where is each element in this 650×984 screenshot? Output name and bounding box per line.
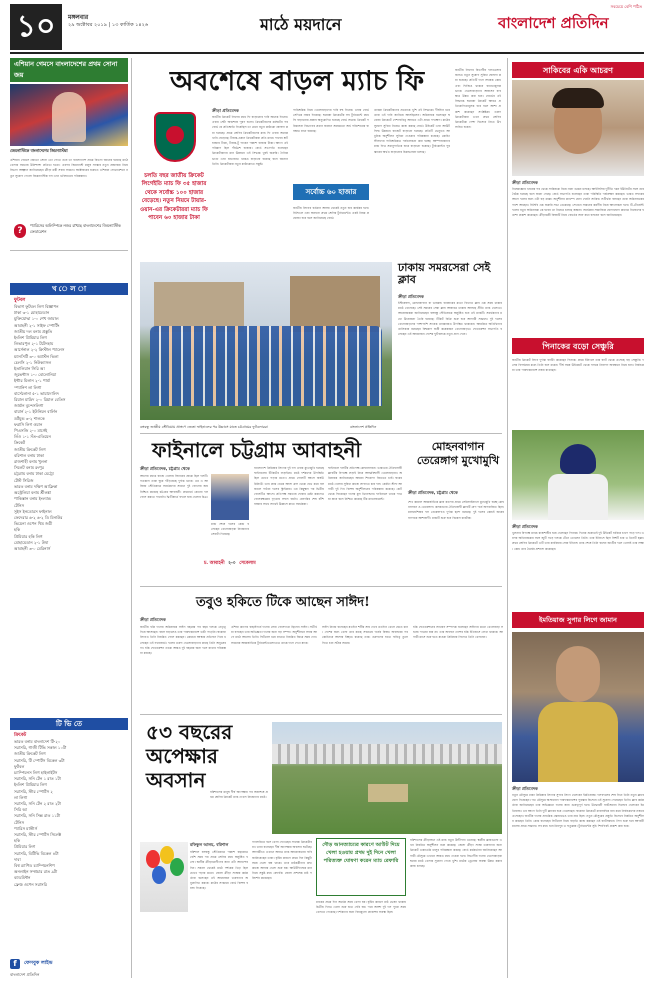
- pinak-headline: পিনাকের বড়ো সেঞ্চুরি: [512, 338, 644, 354]
- mohun-headline: মোহনবাগান তেরেঙ্গাগ মুখোমুখি: [416, 440, 500, 467]
- sidebar-divider: [131, 58, 132, 978]
- imtiaz-shirt: [538, 702, 618, 782]
- club-team-photo: [140, 262, 392, 420]
- shakib-reporter: ক্রীড়া প্রতিবেদক: [512, 180, 538, 185]
- main-body-col-1: জাতীয় ক্রিকেট লিগের ম্যাচ ফি বাড়ানোর দাবি অনেক দিনের। এবার সেটা অবশেষে পূরণ হলো। ক্রিকেটারদের ধর্মঘটের পর বোর্ড যে প্রতিশ্রুতি দিয়েছিল তা মেনে নতুন কাঠামো ঘোষণা করা হয়েছে। প্রথম শ্রেণির ক্রিকেটারদের ম্যাচ ফি এবার অনেকখানি বেড়েছে। টায়ার-ওয়ান ক্রিকেটাররা প্রতি ম্যাচে পাবেন ষাট হাজার টাকা, টায়ার-টু পাবেন পঞ্চাশ হাজার টাকা। আগে এই পরিমাণ ছিল পঁয়ত্রিশ হাজার। বোর্ড সভাপতি বলেছেন ক্রিকেটারদের মান উন্নয়নে এই সিদ্ধান্ত খুবই জরুরি। দৈনিক ভাতা এবং যাতায়াত খরচও বাড়ানো হয়েছে বলে জানান তিনি। ক্রিকেটাররা নতুন কাঠামোতে সন্তুষ্ট।: [212, 115, 288, 166]
- left-sidebar: [10, 58, 128, 978]
- pitch-strip: [368, 784, 408, 802]
- fixtures-list: বিভাগ ফুটবল লিগ বিজ্ঞাপন ঢাকা ৩-১ মোহামেডান মুক্তিযোদ্ধা ১-০ শেখ জামাল আবাহনী ২-১ সাইফ স্পোর্টিং জাতীয় দল বনাম প্রস্তুতি ইংলিশ প্রিমিয়ার লিগ লিভারপুল ২-১ টটেনহাম আর্সেনাল ২-২ ক্রিস্টাল প্যালেস ম্যানসিটি ৩-০ অ্যাস্টন ভিলা চেলসি ২-১ নিউক্যাসল ইতালিয়ান সিরি আ জুভেন্টাস ১-০ বোলোনিয়া ইন্টার মিলান ২-১ পার্মা স্প্যানিশ লা লিগা বার্সেলোনা ৫-১ ভায়াদোলিদ রিয়াল মাদ্রিদ ২-০ রিয়াল বেতিস জার্মান বুন্দেসলিগা বায়ার্ন ২-১ ইউনিয়ন বার্লিন ডর্টমুন্ড ৩-২ শালকে ফরাসি লিগ ওয়ান পিএসজি ২-০ মার্সেই লিঁও ১-১ সঁত-এতিয়েন ক্রিকেট জাতীয় ক্রিকেট লিগ বরিশাল বনাম ঢাকা রাজশাহী বনাম খুলনা সিলেট বনাম রংপুর চট্টগ্রাম বনাম ঢাকা মেট্রো টেস্ট সিরিজ ভারত বনাম দক্ষিণ আফ্রিকা অস্ট্রেলিয়া বনাম শ্রীলঙ্কা পাকিস্তান বনাম ইংল্যান্ড টেনিস সুইস ইনডোরস ফাইনাল ফেদেরার ৬-২ ৬-২ ডি মিনাউর ভিয়েনা ওপেন থিম জয়ী হকি প্রিমিয়ার হকি লিগ মোহামেডান ২-১ উষা আবাহনী ৩-০ মেরিনার্স: [14, 304, 66, 551]
- hockey-headline: তবুও হকিতে টিকে আছেন সাঈদ!: [196, 595, 370, 610]
- brand-tagline: সবচেয়ে বেশি পঠিত: [610, 4, 642, 9]
- hockey-body-2: এশিয়া কাপের বাছাইপর্বে দলের সেরা গোলদাতা ছিলেন সাঈদ। সতীর্থরা বলছেন তার অভিজ্ঞতা দলের জন্য বড় সম্পদ। অনুশীলনে সবার আগে মাঠে আসেন তিনি। ফিটনেস ধরে রাখতে নিয়মিত জিমে সময় দেন। সামনের আন্তর্জাতিক টুর্নামেন্টগুলোতেও তাকে দলে দেখা যাবে।: [231, 625, 317, 645]
- balloons-photo: [140, 842, 188, 912]
- imtiaz-photo: [512, 632, 644, 782]
- football-label: ফুটবল: [14, 298, 26, 303]
- tv-heading: টি ভি তে: [10, 718, 128, 730]
- score-opponent: সেকেলাম: [239, 561, 256, 566]
- header-rule: [10, 52, 644, 54]
- section-title: মাঠে ময়দানে: [260, 15, 342, 34]
- score-box: [204, 560, 254, 570]
- fifty-three-reporter: রফিকুল আলম, বরিশাল: [190, 842, 229, 847]
- fifty-three-intro: বরিশালের মানুষ দীর্ঘ অপেক্ষার পর অবশেষে প্রথম শ্রেণির ক্রিকেট ম্যাচ দেখল নিজেদের মাঠে।: [210, 790, 268, 800]
- page-header: [0, 0, 650, 56]
- main-body-col-5: জাতীয় লিগের বিভাগীয় দলগুলোর জন্যও নতুন সুযোগ সুবিধা ঘোষণা করা হয়েছে। প্রতিটি দলে সহায়ক কোচ এবং ফিজিও থাকবে বাধ্যতামূলক ভাবে। খেলোয়াড়দের আবাসন ব্যবস্থাও উন্নত করা হবে। বোর্ডের এই সিদ্ধান্তে ঘরোয়া ক্রিকেট আরও প্রতিযোগিতামূলক হবে বলে আশা প্রকাশ করেছেন সংশ্লিষ্টরা। তরুণ ক্রিকেটাররা এখন প্রথম শ্রেণির ক্রিকেটকে পেশা হিসেবে নিতে উৎসাহিত হবেন।: [455, 68, 501, 130]
- callout-box: দৌড় আনত্যাচ্য্যর কারণে আউট দিয়ে খেলা হওয়ায় প্রথম দুই দিনে খেলা পরিত্যক্ত ঘোষণা করেন ম্যাচ রেফারি: [316, 838, 406, 896]
- fifty-three-body-3: ম্যাচের প্রথম দিন অর্ধেক সময় খেলা হয়। বৃষ্টির কারণে মাঠ ভেজা থাকায় দ্বিতীয় দিনও খেলা শুরু হতে দেরি হয়। পরে অবশ্য দুই দল পুরো সময় খেলতে পেরেছে। দর্শকদের জন্য বিনামূল্যে প্রবেশের ব্যবস্থা ছিল।: [316, 900, 406, 915]
- bcb-logo-shield: [154, 112, 196, 162]
- pinak-helmet: [560, 444, 596, 474]
- hockey-reporter: ক্রীড়া প্রতিবেদক: [140, 617, 166, 622]
- stadium-building: [154, 282, 244, 332]
- club-headline: ঢাকায় সমরসেরা সেই ক্লাব: [398, 261, 491, 286]
- sidebar-photo-caption: জেমনাস্টিকে বাংলাদেশের জিমন্যাস্টরা: [10, 148, 68, 153]
- score-team: চ. আবাহনী: [204, 561, 225, 566]
- shakib-body: নিষেধাজ্ঞার খবরের পর থেকে সাকিবকে নিয়ে নানা গুঞ্জন চলছে। আইসিসির দুর্নীতি দমন ইউনিটের সঙ্গে তার বৈঠক হয়েছে বলে জানা গেছে। বোর্ড সভাপতি বলেছেন তারা পরিস্থিতি পর্যবেক্ষণ করছেন। ভারত সফরের আগে দলের জন্য এটা বড় ধাক্কা। অনুশীলন ক্যাম্পে যোগ দেননি সাকিব। সতীর্থরা বলছেন তারা অধিনায়কের পাশে আছেন। বিসিবি এক জরুরি সভা ডেকেছে। সেখানে সামনের করণীয় নিয়ে আলোচনা হবে। টি-টোয়েন্টি দলের নতুন অধিনায়ক কে হবেন তা নিয়েও চলছে জল্পনা। সমর্থকরা সামাজিক যোগাযোগ মাধ্যমে নিজেদের হতাশা প্রকাশ করেছেন। ক্রীড়ামন্ত্রী বিষয়টি নিয়ে বোর্ডের সঙ্গে কথা বলবেন বলে জানিয়েছেন।: [512, 187, 644, 218]
- club-photo-caption: বঙ্গবন্ধু জাতীয় স্টেডিয়াম প্রাঙ্গণে জেতা ফাইনালের পর উল্লাসে মাতে চট্টগ্রামের ফুটবলাররা: [140, 425, 268, 429]
- club-body: ইস্টবেঙ্গল, মোহনবাগান বা ডায়মন্ড হারবারের মতো বিখ্যাত ক্লাব এক সময় ঢাকার মাঠে খেলেছে। সেই সময়ের সেরা ক্লাব আবারও ঢাকায় আসছে প্রীতি ম্যাচ খেলতে। আয়োজকরা জানিয়েছেন বঙ্গবন্ধু স্টেডিয়ামে অনুষ্ঠিত হবে এই ম্যাচটি। সমর্থকদের মধ্যে উত্তেজনা তৈরি হয়েছে। টিকিট বিক্রি শুরু হবে আগামী সপ্তাহে। দুই দলের খেলোয়াড়দের পাশাপাশি সাবেক তারকারাও উপস্থিত থাকবেন। আমন্ত্রিত অতিথিদের তালিকায় রয়েছেন বিশ্বকাপ জয়ী কয়েকজন খেলোয়াড়ও। ফেডারেশন সভাপতি বলেছেন এই আয়োজন দেশের ফুটবলকে নতুন প্রাণ দেবে।: [398, 301, 502, 337]
- imtiaz-headline: ইমতিয়াজ সুপার লিগে জামান: [512, 612, 644, 628]
- facebook-live[interactable]: [10, 958, 128, 970]
- final-body-col-1: আগের ম্যাচে বাজে খেলায় বিদায়ের প্রান্তে ছিল দলটি। গতকাল তারা ঘুরে দাঁড়িয়েছে দুর্দান্ত ভাবে। এম এ আজিজ স্টেডিয়ামে সমর্থকদের সামনে দুই গোলের জয় নিশ্চিত করেছে চট্টগ্রাম আবাহনী। প্রথমার্ধে কোনো দল গোল করতে পারেনি। দ্বিতীয়ার্ধে বদলে যায় খেলার চিত্র।: [140, 474, 208, 499]
- tv-list: ভারত বনাম বাংলাদেশ টি-২০ সরাসরি, গাজী টিভি সকাল ১০টা জাতীয় ক্রিকেট লিগ সরাসরি, টি স্পোর্টস বিকেল ৩টা ফুটবল চ্যাম্পিয়নস লিগ হাইলাইটস সরাসরি, সনি টেন ১ রাত ১টা ইংলিশ প্রিমিয়ার লিগ সরাসরি, স্টার স্পোর্টস ২ লা লিগা সরাসরি, সনি টেন ২ রাত ২টা সিরি আ সরাসরি, সনি সিক্স রাত ১১টা টেনিস প্যারিস মাস্টার্স সরাসরি, স্টার স্পোর্টস সিলেক্ট হকি প্রিমিয়ার লিগ সরাসরি, বিটিভি বিকেল ৪টা দাবা বিশ্ব র‍্যাপিড চ্যাম্পিয়নশিপ অনলাইন সম্প্রচার রাত ৯টা ব্যাডমিন্টন ফ্রেঞ্চ ওপেন সরাসরি: [14, 739, 67, 887]
- main-body-col-3: জাতীয় লিগের বর্তমান আসর থেকেই নতুন হার কার্যকর হবে। বিসিএল এবং অন্যান্য প্রথম শ্রেণির টুর্নামেন্টেও একই নিয়ম প্রযোজ্য হবে বলে জানিয়েছে বোর্ড।: [293, 206, 369, 221]
- sidebar-side-note: প্যারিসের অলিম্পিকে নজর রাখছে বাংলাদেশের জিমন্যাস্টিক ফেডারেশন: [30, 223, 121, 234]
- main-body-col-2: পারিশ্রমিক নিয়ে খেলোয়াড়দের দাবি বহু দিনের। এবার বোর্ড সেদিকে নজর দিয়েছে। ঘরোয়া ক্রিকেটের সব টুর্নামেন্টে ম্যাচ ফি বাড়ানোর প্রস্তাব অনুমোদিত হয়েছে বোর্ড সভায়। ক্রিকেট পরিচালনা বিভাগের প্রধান জানান সময়মতো অর্থ পরিশোধের ব্যবস্থাও রাখা হয়েছে।: [293, 108, 369, 133]
- pinak-photo: [512, 430, 644, 520]
- shakib-headline: সাকিবের একি আচরণ: [512, 62, 644, 78]
- pinak-body-top: জাতীয় ক্রিকেট লিগে দুর্দান্ত ব্যাটিং করেছেন পিনাক। প্রথম ইনিংসে তার ব্যাট থেকে এসেছে বড় সেঞ্চুরি। দলের বিপর্যয়ের মধ্যে তিনি হাল ধরেন। দীর্ঘ সময় উইকেটে থেকে দলকে নিরাপদ অবস্থানে নিয়ে যান। নির্বাচকরা তার পারফরম্যান্সে নজর রাখছেন।: [512, 358, 644, 373]
- pinak-body: খুলনার বিপক্ষে ম্যাচে রাজশাহীর হয়ে খেলছেন পিনাক। দিনের শুরুতেই দুই উইকেট হারিয়ে চাপে পড়ে দল। এরপর অধিনায়কের সঙ্গে জুটি গড়ে দলকে টেনে তোলেন তিনি। তার ইনিংসে ছিল বিশটি চার ও তিনটি ছক্কা। প্রথম শ্রেণির ক্রিকেটে এটি তার ক্যারিয়ার সেরা ইনিংস। ম্যাচ শেষে তিনি বলেন জাতীয় দলে খেলাই তার লক্ষ্য। কোচ তার ধৈর্যের প্রশংসা করেছেন।: [512, 531, 644, 551]
- fifty-three-title-3: অবসান: [146, 768, 206, 792]
- bcb-tiger-icon: [166, 126, 184, 144]
- sidebar-lead-photo: [10, 84, 128, 146]
- fifty-three-body-1: বরিশাল বঙ্গবন্ধু স্টেডিয়ামে পঞ্চাশ বছরেরও বেশি সময় পর প্রথম শ্রেণির ম্যাচ অনুষ্ঠিত হলো। স্থানীয় ক্রীড়ামোদীদের জন্য এটা আনন্দের দিন। সকাল থেকেই মাঠে দর্শকের ভিড় ছিল চোখে পড়ার মতো। জেলা ক্রীড়া সংস্থার কর্মকর্তারা বলেছেন এই আয়োজন তরুণদের অনুপ্রাণিত করবে। মাঠের সংস্কারে বোর্ড বিশেষ বরাদ্দ দিয়েছে।: [190, 850, 248, 891]
- final-body-col-2: ম্যাচ শেষে দলের কোচ বলেছেন খেলোয়াড়রা নিজেদের সেরাটা দিয়েছে।: [211, 522, 249, 537]
- hockey-body-3: সাঈদ নিজে বলেছেন যতদিন শরীর সায় দেবে ততদিন খেলে যেতে চান। দেশের জন্য খেলা তার কাছে সবচেয়ে গর্বের বিষয়। অবসরের পর কোচিংয়ে আসার ইচ্ছাও রয়েছে তার। তরুণদের হাতে দায়িত্ব তুলে দিতে চান সঠিক সময়ে।: [322, 625, 408, 645]
- brand-name: বাংলাদেশ প্রতিদিন: [498, 14, 609, 32]
- sidebar-lead-title: এশিয়ান গেমসে বাংলাদেশের প্রথম সোনা জয়: [10, 58, 128, 82]
- mohun-reporter: ক্রীড়া প্রতিবেদক, চট্টগ্রাম থেকে: [408, 490, 458, 495]
- sidebar-rule-1: [10, 250, 128, 251]
- final-body-col-4: ফাইনালে দলটির প্রতিপক্ষ মোহনবাগান। ভারতের ঐতিহ্যবাহী ক্লাবটির বিপক্ষে লড়াই নিয়ে আত্মবিশ্বাসী খেলোয়াড়রা। অধিনায়ক জানিয়েছেন আমরা শিরোপা জিততে চাই। ঘরের মাঠে খেলার সুবিধা কাজে লাগাতে চায় দল। কোচিং স্টাফ আগামী দুই দিন বিশেষ অনুশীলনের পরিকল্পনা করেছে। চোট থেকে ফিরেছেন দলের মূল ডিফেন্ডার। ফাইনালে তাকে পাওয়া যাবে বলে নিশ্চিত করেছে টিম ম্যানেজমেন্ট।: [328, 466, 402, 502]
- rule-mid: [140, 433, 502, 434]
- score-value: ২-০: [228, 561, 236, 566]
- fifty-three-title-1: ৫৩ বছরের: [146, 720, 233, 744]
- hockey-body-4: হকি ফেডারেশনের সাধারণ সম্পাদক বলেছেন সাঈদের মতো খেলোয়াড় সহজে পাওয়া যায় না। তার অবদান দেশের হকি ইতিহাসে লেখা থাকবে। আগামী মাসে শুরু হতে যাওয়া প্রিমিয়ার লিগেও তিনি খেলবেন।: [413, 625, 503, 640]
- final-body-col-3: বাংলাদেশ প্রিমিয়ার লিগের দুই দল এবার মুখোমুখি হয়েছে ফাইনালের টিকিটের লড়াইয়ে। মাঠে দর্শকদের উপস্থিতি ছিল চোখে পড়ার মতো। প্রথম গোলটি আসে বাষট্টি মিনিটে। ডান প্রান্ত থেকে আসা ক্রস থেকে হেড করে বল জালে পাঠান দলের স্ট্রাইকার। এর কিছুক্ষণ পর দ্বিতীয় গোলটিও আসে। প্রতিপক্ষ সমতায় ফেরার চেষ্টা করলেও গোলরক্ষকের দৃঢ়তায় সফল হয়নি। রেফারির শেষ বাঁশি বাজার সাথে সাথেই উল্লাসে মাতে সমর্থকরা।: [254, 466, 324, 507]
- pinak-jersey: [548, 474, 608, 520]
- main-headline: অবশেষে বাড়ল ম্যাচ ফি: [170, 66, 425, 97]
- balloon-blue: [152, 866, 166, 884]
- sidebar-question-icon: ?: [14, 224, 26, 238]
- fifty-three-title-2: অপেক্ষার: [146, 744, 218, 768]
- fifty-three-body-2: গ্যালারিতে বসে খেলা দেখেছেন সাবেক ক্রিকেটাররা। তারা বলেছেন দীর্ঘ অপেক্ষার অবসান ঘটেছে। আগামীতে এখানে আরও ম্যাচ আয়োজনের দাবি জানিয়েছেন তারা। বৃষ্টির কারণে প্রথম দিন কিছুটা সময় খেলা বন্ধ থাকে। তবে মাঠকর্মীদের দ্রুত কাজে আবার খেলা শুরু হয়। আউটফিল্ডের মান নিয়ে সন্তুষ্ট ম্যাচ রেফারি। জেলা প্রশাসক মাঠ পরিদর্শন করেছেন।: [252, 840, 312, 881]
- club-photo-credit: বাংলাদেশ প্রতিদিন: [350, 425, 377, 429]
- rule-fifty: [140, 714, 502, 715]
- imtiaz-body: নতুন মৌসুমে ঢাকা প্রিমিয়ার লিগের সুপার লিগে খেলবেন ইমতিয়াজ। দলবদলের শেষ দিনে তিনি নতুন ক্লাবে যোগ দিয়েছেন। গত মৌসুমে অসাধারণ পারফরম্যান্সের পুরস্কার হিসেবে এই সুযোগ পেয়েছেন তিনি। ক্লাব কর্মকর্তারা জানিয়েছেন তার অভিজ্ঞতা দলের জন্য গুরুত্বপূর্ণ হবে। উদ্বোধনী ব্যাটসম্যান হিসেবে খেলবেন ইমতিয়াজ। এর আগে তিনি দুটি ক্লাবের হয়ে খেলেছেন। ঘরোয়া ক্রিকেটে ধারাবাহিক রান করে নির্বাচকদের নজরে এসেছেন। জাতীয় দলের প্রাথমিক স্কোয়াডেও তার নাম ছিল। নতুন মৌসুমের প্রস্তুতি হিসেবে নিয়মিত অনুশীলন করছেন তিনি। কোচ বলেছেন ফিটনেস নিয়ে বাড়তি কাজ করছেন এই ব্যাটসম্যান। লিগ শুরু হবে আগামী মাসের প্রথম সপ্তাহে। সব ম্যাচ হবে মিরপুর ও ফতুল্লায়। টুর্নামেন্টের সূচি শিগগিরই প্রকাশ করা হবে।: [512, 793, 644, 829]
- date-sub: ২৯ অক্টোবর ২০১৯ | ১৩ কার্তিক ১৪২৬: [68, 22, 149, 28]
- imtiaz-head: [556, 646, 600, 702]
- shakib-hair: [552, 88, 604, 108]
- brand-logo: [498, 4, 644, 48]
- gymnast-figure: [52, 92, 86, 142]
- final-reporter: ক্রীড়া প্রতিবেদক, চট্টগ্রাম থেকে: [140, 466, 190, 471]
- hockey-body-1: জাতীয় হকি দলের অধিনায়ক সাঈদ বছরের পর বছর দলকে নেতৃত্ব দিয়ে আসছেন। বয়স বাড়লেও তার পারফরম্যান্সে ভাটা পড়েনি। ঘরোয়া লিগেও তিনি নিয়মিত গোল করছেন। কোচের আস্থার প্রতিদান দিয়ে চলেছেন এই ফরোয়ার্ড। দলের তরুণ খেলোয়াড়দের কাছে তিনি অনুপ্রেরণা। হকি ফেডারেশন তাকে আরও দুই বছরের জন্য দলে রাখার পরিকল্পনা করছে।: [140, 625, 226, 656]
- date-line: মঙ্গলবার: [68, 14, 89, 21]
- main-highlight-box: সর্বোচ্চ ৬০ হাজার: [293, 184, 369, 200]
- main-reporter: ক্রীড়া প্রতিবেদক: [212, 108, 239, 113]
- mohun-body: শেখ কামাল আন্তর্জাতিক ক্লাব কাপের প্রথম সেমিফাইনালে মুখোমুখি হচ্ছে মোহনবাগান ও তেরেঙ্গাগ। কলকাতার ঐতিহ্যবাহী ক্লাবটি গ্রুপ পর্বে অপরাজিত ছিল। মালয়েশিয়ার দল তেরেঙ্গাগও দুর্দান্ত ছন্দে রয়েছে। দুই দলের কোচই জয়ের ব্যাপারে আশাবাদী। ম্যাচটি শুরু হবে বিকেল চারটায়।: [408, 500, 504, 520]
- cricket-label: ক্রিকেট: [14, 733, 27, 738]
- final-player-photo: [211, 474, 249, 520]
- facebook-icon: f: [10, 959, 20, 969]
- main-deck: চলতি বছর জাতীয় ক্রিকেট লিগেইতি ম্যাচ ফি ৩৫ হাজার থেকে সর্বোচ্চ ১০০ হাজার বেড়েছে। নতুন নিয়মে টায়ার-ওয়ান-এর ক্রিকেটাররা ম্যাচ ফি পাবেন ৬০ হাজার টাকা: [140, 173, 208, 222]
- final-headline: ফাইনালে চট্টগ্রাম আবাহনী: [152, 438, 362, 462]
- right-divider: [507, 58, 508, 978]
- facebook-label: ফেসবুক লাইভ: [24, 960, 53, 966]
- stadium-building-2: [290, 276, 380, 332]
- page-number: ১০: [10, 4, 62, 50]
- pinak-reporter: ক্রীড়া প্রতিবেদক: [512, 524, 538, 529]
- team-players: [150, 326, 382, 406]
- shakib-photo: [512, 80, 644, 176]
- stadium-stands: [272, 744, 502, 764]
- sidebar-footer-brand: বাংলাদেশ প্রতিদিন: [10, 972, 40, 977]
- rule-hockey: [140, 586, 502, 587]
- stadium-photo: [272, 722, 502, 834]
- fifty-three-body-4: বরিশালের ক্রীড়াঙ্গনে এই ম্যাচ নতুন উদ্দীপনা এনেছে। স্থানীয় ক্লাবগুলো এখন নিয়মিত অনুশীলন শুরু করেছে। জেলা ক্রীড়া সংস্থা তরুণদের জন্য ক্রিকেট একাডেমি চালুর পরিকল্পনা করছে। বোর্ড কর্মকর্তারা জানিয়েছেন আগামী মৌসুমে এখানে আরও ম্যাচ দেওয়া হবে। বিভাগীয় দলের খেলোয়াড়রা ঘরের মাঠে খেলার সুযোগ পেয়ে খুশি। মাঠের ড্রেনেজ ব্যবস্থা উন্নত করার কাজ চলছে।: [410, 838, 502, 869]
- balloon-green: [170, 858, 184, 876]
- fixtures-heading: খ ে ল া: [10, 283, 128, 295]
- imtiaz-reporter: ক্রীড়া প্রতিবেদক: [512, 786, 538, 791]
- bcb-logo: [140, 108, 210, 168]
- club-reporter: ক্রীড়া প্রতিবেদক: [398, 294, 424, 299]
- sidebar-lead-body: এশিয়ান গেমসে জেতো সোনা তো পেতে তবে তা বাংলাদেশে প্রথম বিভাগ জানের হয়েছে মাঠে খেলার সমতায় উনিশশো প্রতিভা হত্যে। এরপর জিমন্যাস্ট মানুষ সংস্কার নতুন প্রজন্মের নিয়ে বিভাগ আহ্বান জানিয়েছেন ক্রীড়া মন্ত্রী সবার সামনে। অক্টোবরের শুরুতে এশিয়ান ফেডারেশনে নতুন সুযোগ পেলো জিমন্যাস্টিক দল এবং ভবিষ্যতের পরিকল্পনা।: [10, 158, 128, 178]
- main-body-col-4: তারকা ক্রিকেটারদের প্রত্যেকে খুশি এই সিদ্ধান্তে। দীর্ঘদিন ধরে তারা এই দাবি জানিয়ে আসছিলেন। অধিনায়ক বলেছেন ঘরোয়া ক্রিকেটে পেশাদারিত্ব আনতে এটা প্রথম পদক্ষেপ। মাঠের সুযোগ সুবিধা নিয়েও কাজ করছে বোর্ড। উইকেট এবং আউটফিল্ড উন্নয়নে বাজেট বাড়ানো হয়েছে। প্রতিটি ভেন্যুতে আধুনিক অনুশীলন সুবিধা দেওয়ার পরিকল্পনা রয়েছে। কোচিং স্টাফদের পারিশ্রমিকও পর্যালোচনা করা হচ্ছে। আম্পায়ারদের ম্যাচ ফিও সমানুপাতিক হারে বাড়ানো হয়েছে। টুর্নামেন্টের পুরস্কারের অর্থও বাড়ানোর চিন্তাভাবনা চলছে।: [374, 108, 450, 154]
